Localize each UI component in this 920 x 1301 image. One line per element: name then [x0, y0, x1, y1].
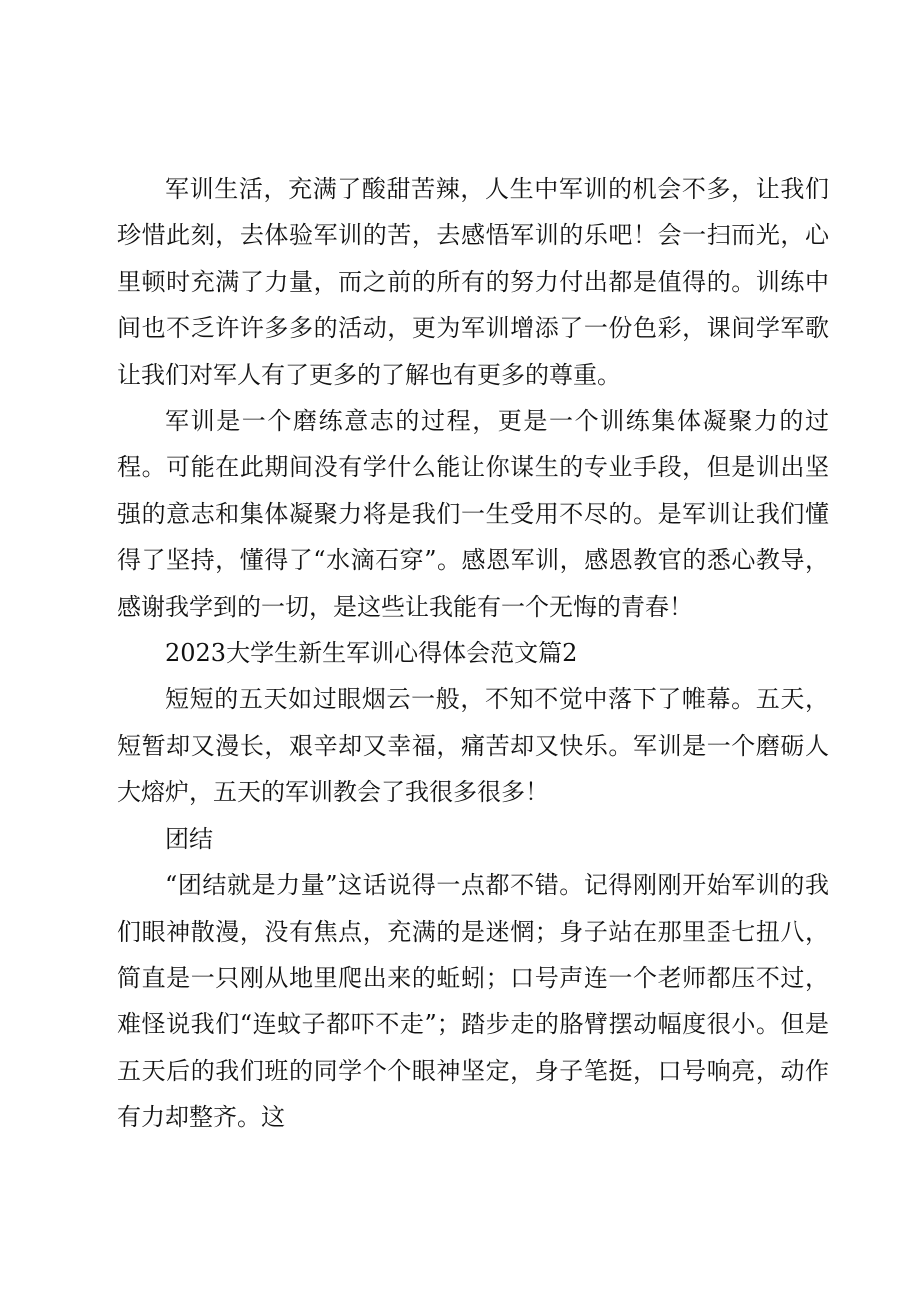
document-body	[117, 166, 829, 1141]
paragraph-five-days: 短短的五天如过眼烟云一般，不知不觉中落下了帷幕。五天，短暂却又漫长，艰辛却又幸福，痛苦却又快乐。军训是一个磨砺人大熔炉，五天的军训教会了我很多很多！	[117, 685, 829, 807]
subheading-unity: 团结	[165, 824, 213, 853]
paragraph-unity: “团结就是力量”这话说得一点都不错。记得刚刚开始军训的我们眼神散漫，没有焦点，充满的是迷惘；身子站在那里歪七扭八，简直是一只刚从地里爬出来的蚯蚓；口号声连一个老师都压不过，难怪说我们“连蚊子都吓不走”；踏步走的胳臂摆动幅度很小。但是五天后的我们班的同学个个眼神坚定，身子笔挺，口号响亮，动作有力却整齐。这	[117, 871, 829, 1132]
section-title: 2023大学生新生军训心得体会范文篇2	[165, 639, 578, 668]
paragraph-willpower: 军训是一个磨练意志的过程，更是一个训练集体凝聚力的过程。可能在此期间没有学什么能让你谋生的专业手段，但是训出坚强的意志和集体凝聚力将是我们一生受用不尽的。是军训让我们懂得了坚持，懂得了“水滴石穿”。感恩军训，感恩教官的悉心教导，感谢我学到的一切，是这些让我能有一个无悔的青春！	[117, 407, 829, 621]
paragraph-military-life: 军训生活，充满了酸甜苦辣，人生中军训的机会不多，让我们珍惜此刻，去体验军训的苦，去感悟军训的乐吧！会一扫而光，心里顿时充满了力量，而之前的所有的努力付出都是值得的。训练中间也不乏许许多多的活动，更为军训增添了一份色彩，课间学军歌让我们对军人有了更多的了解也有更多的尊重。	[117, 175, 829, 389]
